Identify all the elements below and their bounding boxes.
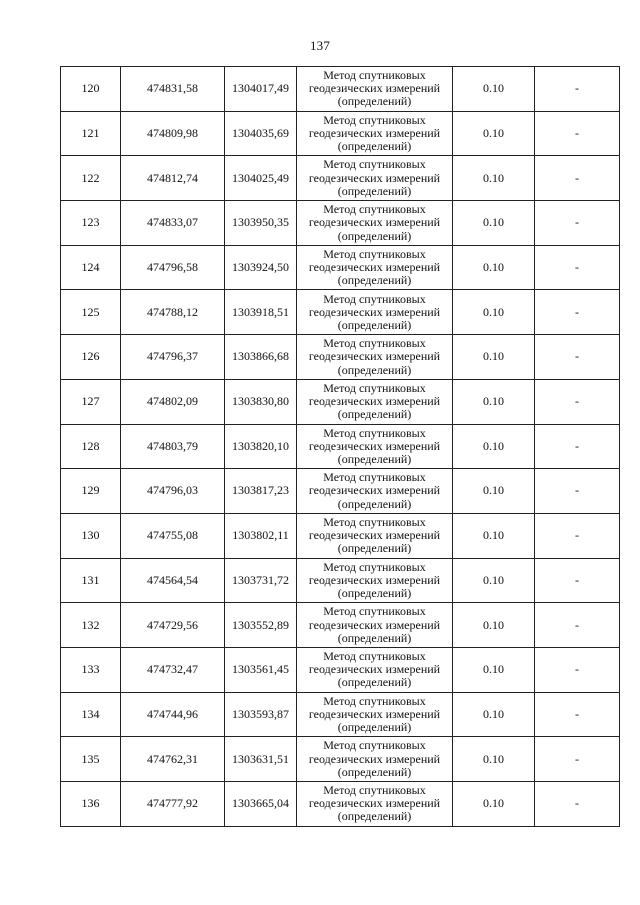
accuracy-cell: 0.10 <box>453 603 535 648</box>
table-row <box>61 290 620 335</box>
x-coordinate-cell: 474831,58 <box>121 67 225 112</box>
point-number-cell: 124 <box>61 245 121 290</box>
y-coordinate-cell: 1304035,69 <box>225 111 297 156</box>
method-cell <box>297 603 453 648</box>
x-coordinate-cell: 474833,07 <box>121 201 225 246</box>
method-text-line: геодезических измерений <box>308 617 441 632</box>
y-coordinate-cell: 1303665,04 <box>225 782 297 827</box>
accuracy-cell: 0.10 <box>453 782 535 827</box>
method-text-line: геодезических измерений <box>308 81 441 96</box>
accuracy-cell: 0.10 <box>453 67 535 112</box>
method-cell <box>297 245 453 290</box>
point-number-cell: 134 <box>61 692 121 737</box>
y-coordinate-cell: 1303820,10 <box>225 424 297 469</box>
y-coordinate-cell: 1304025,49 <box>225 156 297 201</box>
method-cell <box>297 156 453 201</box>
point-number-cell: 128 <box>61 424 121 469</box>
method-text-line: геодезических измерений <box>308 170 441 185</box>
method-text-line: (определений) <box>337 586 412 600</box>
x-coordinate-cell: 474796,58 <box>121 245 225 290</box>
note-cell: - <box>535 156 620 201</box>
method-text-line: Метод спутниковых <box>323 425 426 440</box>
method-text-line: Метод спутниковых <box>323 514 426 529</box>
method-text-line: геодезических измерений <box>308 394 441 409</box>
accuracy-cell: 0.10 <box>453 558 535 603</box>
accuracy-cell: 0.10 <box>453 111 535 156</box>
table-row <box>61 558 620 603</box>
method-text-line: (определений) <box>337 541 412 556</box>
y-coordinate-cell: 1303631,51 <box>225 737 297 782</box>
method-text-line: геодезических измерений <box>308 528 441 543</box>
method-text-line: геодезических измерений <box>308 125 441 140</box>
accuracy-cell: 0.10 <box>453 692 535 737</box>
method-text-line: (определений) <box>337 317 412 332</box>
table-row <box>61 782 620 827</box>
x-coordinate-cell: 474564,54 <box>121 558 225 603</box>
method-cell <box>297 67 453 112</box>
method-cell <box>297 782 453 827</box>
y-coordinate-cell: 1303866,68 <box>225 335 297 380</box>
method-cell <box>297 379 453 424</box>
method-cell <box>297 111 453 156</box>
accuracy-cell: 0.10 <box>453 513 535 558</box>
method-cell <box>297 201 453 246</box>
note-cell: - <box>535 782 620 827</box>
method-text-line: (определений) <box>337 675 412 690</box>
y-coordinate-cell: 1304017,49 <box>225 67 297 112</box>
method-text-line: Метод спутниковых <box>323 68 426 83</box>
note-cell: - <box>535 737 620 782</box>
x-coordinate-cell: 474777,92 <box>121 782 225 827</box>
method-cell <box>297 737 453 782</box>
table-row <box>61 156 620 201</box>
method-text-line: Метод спутниковых <box>323 202 426 217</box>
method-text-line: (определений) <box>337 451 412 466</box>
method-text-line: геодезических измерений <box>308 304 441 319</box>
note-cell: - <box>535 513 620 558</box>
y-coordinate-cell: 1303802,11 <box>225 513 297 558</box>
method-text-line: (определений) <box>337 720 412 735</box>
x-coordinate-cell: 474788,12 <box>121 290 225 335</box>
method-cell <box>297 469 453 514</box>
method-cell <box>297 424 453 469</box>
method-text-line: (определений) <box>337 764 412 779</box>
method-text-line: (определений) <box>337 630 412 645</box>
point-number-cell: 127 <box>61 379 121 424</box>
point-number-cell: 120 <box>61 67 121 112</box>
y-coordinate-cell: 1303830,80 <box>225 379 297 424</box>
x-coordinate-cell: 474812,74 <box>121 156 225 201</box>
point-number-cell: 122 <box>61 156 121 201</box>
accuracy-cell: 0.10 <box>453 245 535 290</box>
table-row <box>61 424 620 469</box>
point-number-cell: 126 <box>61 335 121 380</box>
point-number-cell: 132 <box>61 603 121 648</box>
method-text-line: Метод спутниковых <box>323 336 426 351</box>
note-cell: - <box>535 692 620 737</box>
method-text-line: геодезических измерений <box>308 215 441 230</box>
x-coordinate-cell: 474729,56 <box>121 603 225 648</box>
table-row <box>61 67 620 112</box>
y-coordinate-cell: 1303918,51 <box>225 290 297 335</box>
method-text-line: Метод спутниковых <box>323 246 426 261</box>
point-number-cell: 131 <box>61 558 121 603</box>
method-text-line: Метод спутниковых <box>323 112 426 127</box>
x-coordinate-cell: 474796,03 <box>121 469 225 514</box>
method-text-line: Метод спутниковых <box>323 157 426 172</box>
table-row <box>61 469 620 514</box>
x-coordinate-cell: 474762,31 <box>121 737 225 782</box>
y-coordinate-cell: 1303552,89 <box>225 603 297 648</box>
point-number-cell: 125 <box>61 290 121 335</box>
accuracy-cell: 0.10 <box>453 379 535 424</box>
note-cell: - <box>535 647 620 692</box>
table-row <box>61 513 620 558</box>
method-text-line: (определений) <box>337 407 412 422</box>
method-text-line: Метод спутниковых <box>323 380 426 395</box>
method-text-line: (определений) <box>337 496 412 511</box>
page-number: 137 <box>309 38 331 53</box>
method-cell <box>297 558 453 603</box>
x-coordinate-cell: 474755,08 <box>121 513 225 558</box>
note-cell: - <box>535 469 620 514</box>
method-text-line: геодезических измерений <box>308 796 441 811</box>
method-cell <box>297 335 453 380</box>
accuracy-cell: 0.10 <box>453 737 535 782</box>
point-number-cell: 133 <box>61 647 121 692</box>
accuracy-cell: 0.10 <box>453 424 535 469</box>
table-row <box>61 245 620 290</box>
note-cell: - <box>535 603 620 648</box>
method-text-line: (определений) <box>337 183 412 198</box>
point-number-cell: 121 <box>61 111 121 156</box>
note-cell: - <box>535 335 620 380</box>
point-number-cell: 136 <box>61 782 121 827</box>
y-coordinate-cell: 1303731,72 <box>225 558 297 603</box>
note-cell: - <box>535 558 620 603</box>
y-coordinate-cell: 1303924,50 <box>225 245 297 290</box>
table-row <box>61 335 620 380</box>
method-text-line: Метод спутниковых <box>323 604 426 619</box>
method-text-line: Метод спутниковых <box>323 559 426 574</box>
y-coordinate-cell: 1303561,45 <box>225 647 297 692</box>
accuracy-cell: 0.10 <box>453 335 535 380</box>
table-row <box>61 647 620 692</box>
note-cell: - <box>535 379 620 424</box>
note-cell: - <box>535 290 620 335</box>
point-number-cell: 129 <box>61 469 121 514</box>
method-text-line: геодезических измерений <box>308 706 441 721</box>
method-text-line: Метод спутниковых <box>323 649 426 663</box>
table-row <box>61 201 620 246</box>
method-text-line: Метод спутниковых <box>323 291 426 306</box>
accuracy-cell: 0.10 <box>453 647 535 692</box>
accuracy-cell: 0.10 <box>453 290 535 335</box>
note-cell: - <box>535 424 620 469</box>
x-coordinate-cell: 474802,09 <box>121 379 225 424</box>
accuracy-cell: 0.10 <box>453 469 535 514</box>
method-text-line: геодезических измерений <box>308 483 441 498</box>
accuracy-cell: 0.10 <box>453 156 535 201</box>
coordinates-table <box>60 66 620 827</box>
table-row <box>61 111 620 156</box>
table-row <box>61 603 620 648</box>
x-coordinate-cell: 474803,79 <box>121 424 225 469</box>
method-text-line: (определений) <box>337 139 412 154</box>
table-row <box>61 379 620 424</box>
method-text-line: геодезических измерений <box>308 572 441 587</box>
method-text-line: Метод спутниковых <box>323 693 426 708</box>
method-text-line: Метод спутниковых <box>323 783 426 798</box>
method-text-line: геодезических измерений <box>308 751 441 766</box>
method-text-line: геодезических измерений <box>308 438 441 453</box>
x-coordinate-cell: 474732,47 <box>121 647 225 692</box>
method-text-line: Метод спутниковых <box>323 470 426 485</box>
point-number-cell: 135 <box>61 737 121 782</box>
method-text-line: (определений) <box>337 94 412 109</box>
y-coordinate-cell: 1303817,23 <box>225 469 297 514</box>
method-text-line: Метод спутниковых <box>323 738 426 753</box>
note-cell: - <box>535 111 620 156</box>
point-number-cell: 130 <box>61 513 121 558</box>
y-coordinate-cell: 1303950,35 <box>225 201 297 246</box>
method-cell <box>297 513 453 558</box>
note-cell: - <box>535 245 620 290</box>
table-row <box>61 737 620 782</box>
coordinates-table-body <box>61 67 620 827</box>
x-coordinate-cell: 474796,37 <box>121 335 225 380</box>
note-cell: - <box>535 201 620 246</box>
method-text-line: геодезических измерений <box>308 260 441 274</box>
method-text-line: (определений) <box>337 809 412 824</box>
method-cell <box>297 290 453 335</box>
method-cell <box>297 647 453 692</box>
x-coordinate-cell: 474744,96 <box>121 692 225 737</box>
method-text-line: геодезических измерений <box>308 349 441 364</box>
accuracy-cell: 0.10 <box>453 201 535 246</box>
method-text-line: геодезических измерений <box>308 662 441 677</box>
point-number-cell: 123 <box>61 201 121 246</box>
table-row <box>61 692 620 737</box>
method-text-line: (определений) <box>337 228 412 243</box>
method-text-line: (определений) <box>337 362 412 377</box>
note-cell: - <box>535 67 620 112</box>
y-coordinate-cell: 1303593,87 <box>225 692 297 737</box>
method-cell <box>297 692 453 737</box>
x-coordinate-cell: 474809,98 <box>121 111 225 156</box>
method-text-line: (определений) <box>337 273 412 288</box>
